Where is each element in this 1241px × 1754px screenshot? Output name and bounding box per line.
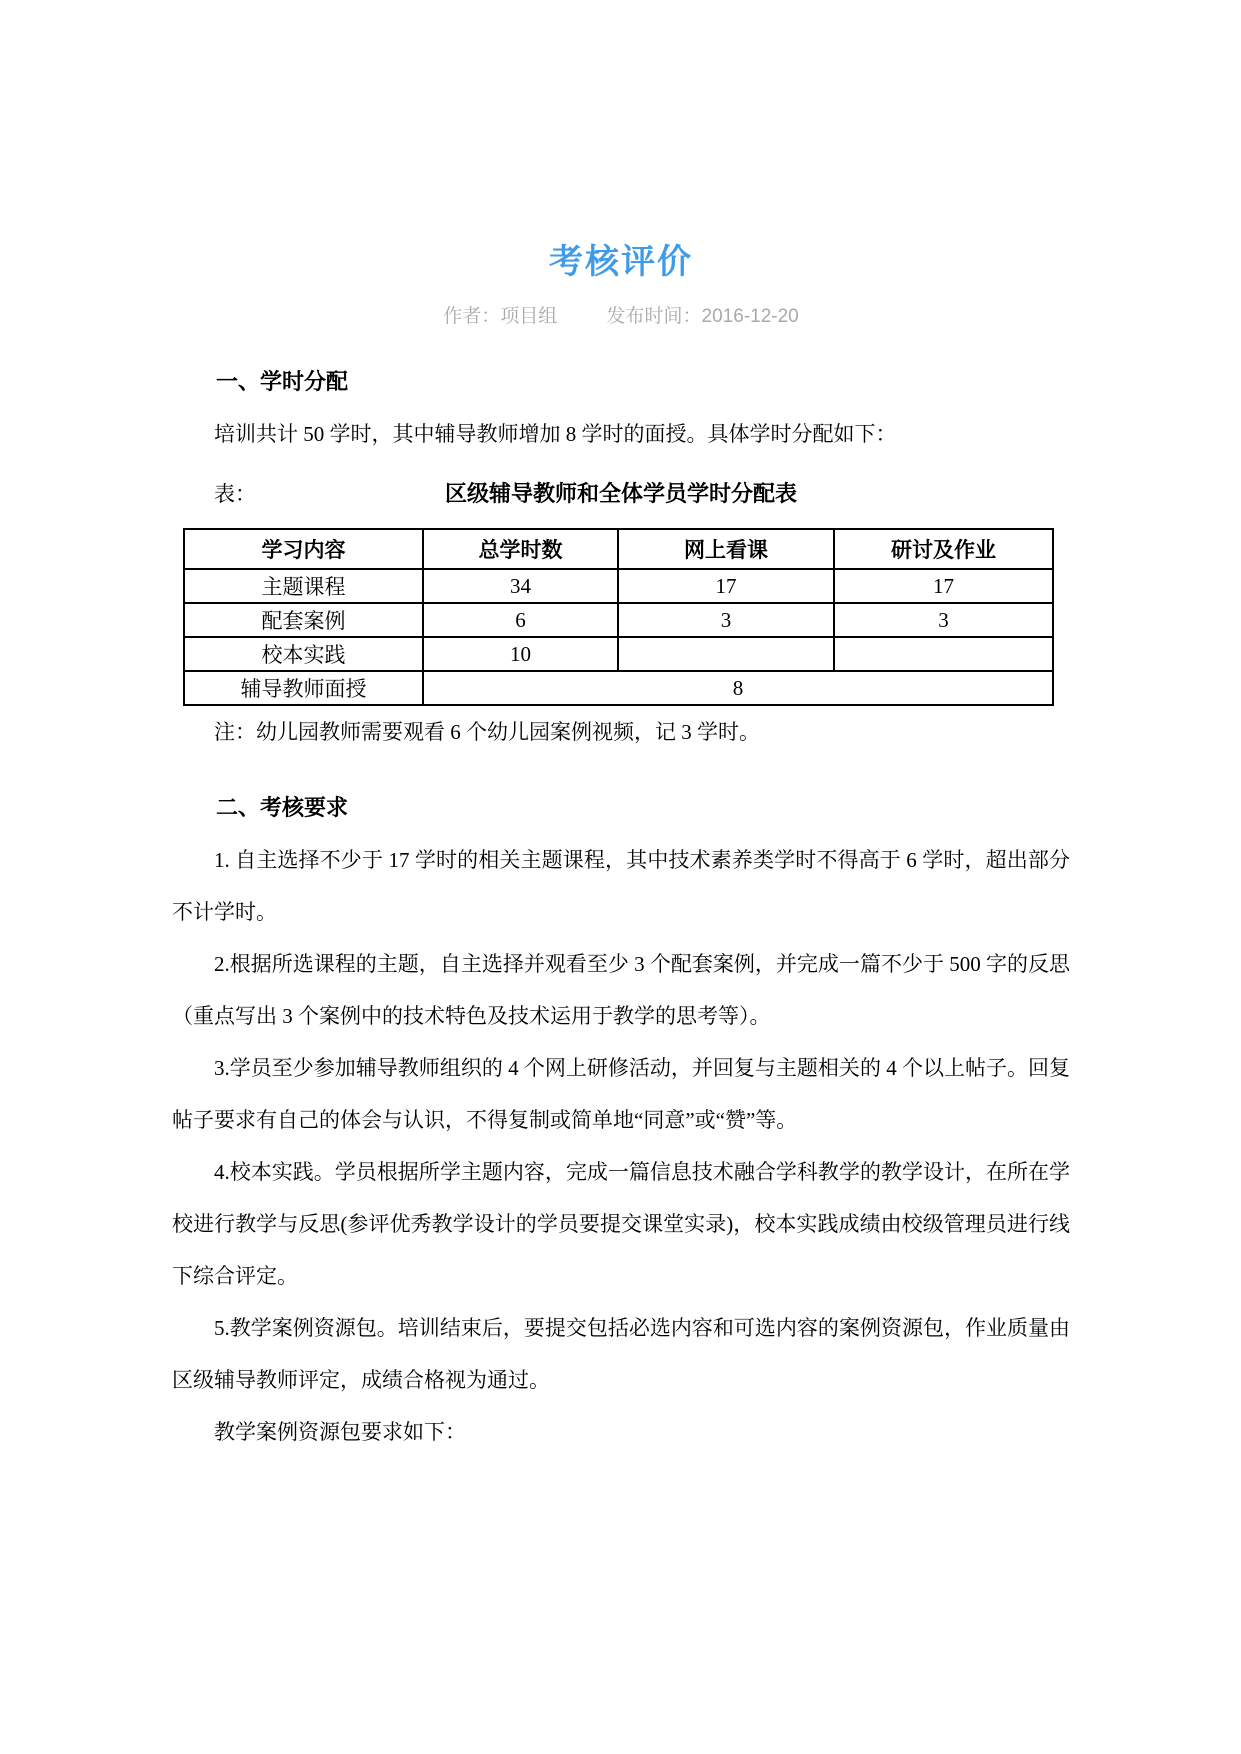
- table-header-row: [184, 529, 1053, 569]
- cell-total: 34: [423, 569, 618, 603]
- header-cell: 网上看课: [618, 529, 834, 569]
- meta-author: 作者：项目组: [443, 306, 558, 327]
- table-row: [184, 603, 1053, 637]
- cell-online: 3: [618, 603, 834, 637]
- cell-total: 6: [423, 603, 618, 637]
- table-row: [184, 637, 1053, 671]
- requirement-paragraph-2: 2.根据所选课程的主题，自主选择并观看至少 3 个配套案例，并完成一篇不少于 500 字的反思（重点写出 3 个案例中的技术特色及技术运用于教学的思考等）。: [172, 952, 1070, 1028]
- page-title: 考核评价: [549, 243, 693, 281]
- table-head: [184, 529, 1053, 569]
- table-caption-prefix: 表：: [214, 482, 256, 506]
- meta-publish-time: 发布时间：2016-12-20: [606, 306, 799, 327]
- requirement-paragraph-1: 1. 自主选择不少于 17 学时的相关主题课程，其中技术素养类学时不得高于 6 学时，超出部分不计学时。: [172, 848, 1070, 924]
- table-caption-row: [172, 468, 1070, 520]
- cell-total: 10: [423, 637, 618, 671]
- section2-heading: 二、考核要求: [216, 795, 349, 820]
- cell-content: 辅导教师面授: [184, 671, 423, 705]
- cell-seminar: 17: [834, 569, 1053, 603]
- cell-seminar: [834, 637, 1053, 671]
- cell-seminar: 3: [834, 603, 1053, 637]
- section1-heading: 一、学时分配: [216, 369, 349, 394]
- cell-content: 配套案例: [184, 603, 423, 637]
- requirement-paragraph-4: 4.校本实践。学员根据所学主题内容，完成一篇信息技术融合学科教学的教学设计，在所在学校进行教学与反思(参评优秀教学设计的学员要提交课堂实录)，校本实践成绩由校级管理员进行线下综合评定。: [172, 1160, 1070, 1288]
- header-cell: 研讨及作业: [834, 529, 1053, 569]
- requirement-paragraph-5: 5.教学案例资源包。培训结束后，要提交包括必选内容和可选内容的案例资源包，作业质量由区级辅导教师评定，成绩合格视为通过。: [172, 1316, 1070, 1392]
- table-row: [184, 569, 1053, 603]
- table-caption: 区级辅导教师和全体学员学时分配表: [444, 481, 797, 506]
- cell-online: 17: [618, 569, 834, 603]
- section1-intro: 培训共计 50 学时，其中辅导教师增加 8 学时的面授。具体学时分配如下：: [214, 422, 897, 446]
- requirement-paragraph-3: 3.学员至少参加辅导教师组织的 4 个网上研修活动，并回复与主题相关的 4 个以上帖子。回复帖子要求有自己的体会与认识，不得复制或简单地“同意”或“赞”等。: [172, 1056, 1070, 1132]
- cell-content: 校本实践: [184, 637, 423, 671]
- meta-line: [172, 302, 1070, 332]
- header-cell: 学习内容: [184, 529, 423, 569]
- cell-merged-value: 8: [423, 671, 1053, 705]
- header-cell: 总学时数: [423, 529, 618, 569]
- hours-allocation-table: [183, 528, 1054, 706]
- table-footer-row: [184, 671, 1053, 705]
- cell-online: [618, 637, 834, 671]
- closing-line: 教学案例资源包要求如下：: [214, 1420, 466, 1444]
- table-note: 注：幼儿园教师需要观看 6 个幼儿园案例视频，记 3 学时。: [214, 720, 760, 744]
- table-body: [184, 569, 1053, 705]
- cell-content: 主题课程: [184, 569, 423, 603]
